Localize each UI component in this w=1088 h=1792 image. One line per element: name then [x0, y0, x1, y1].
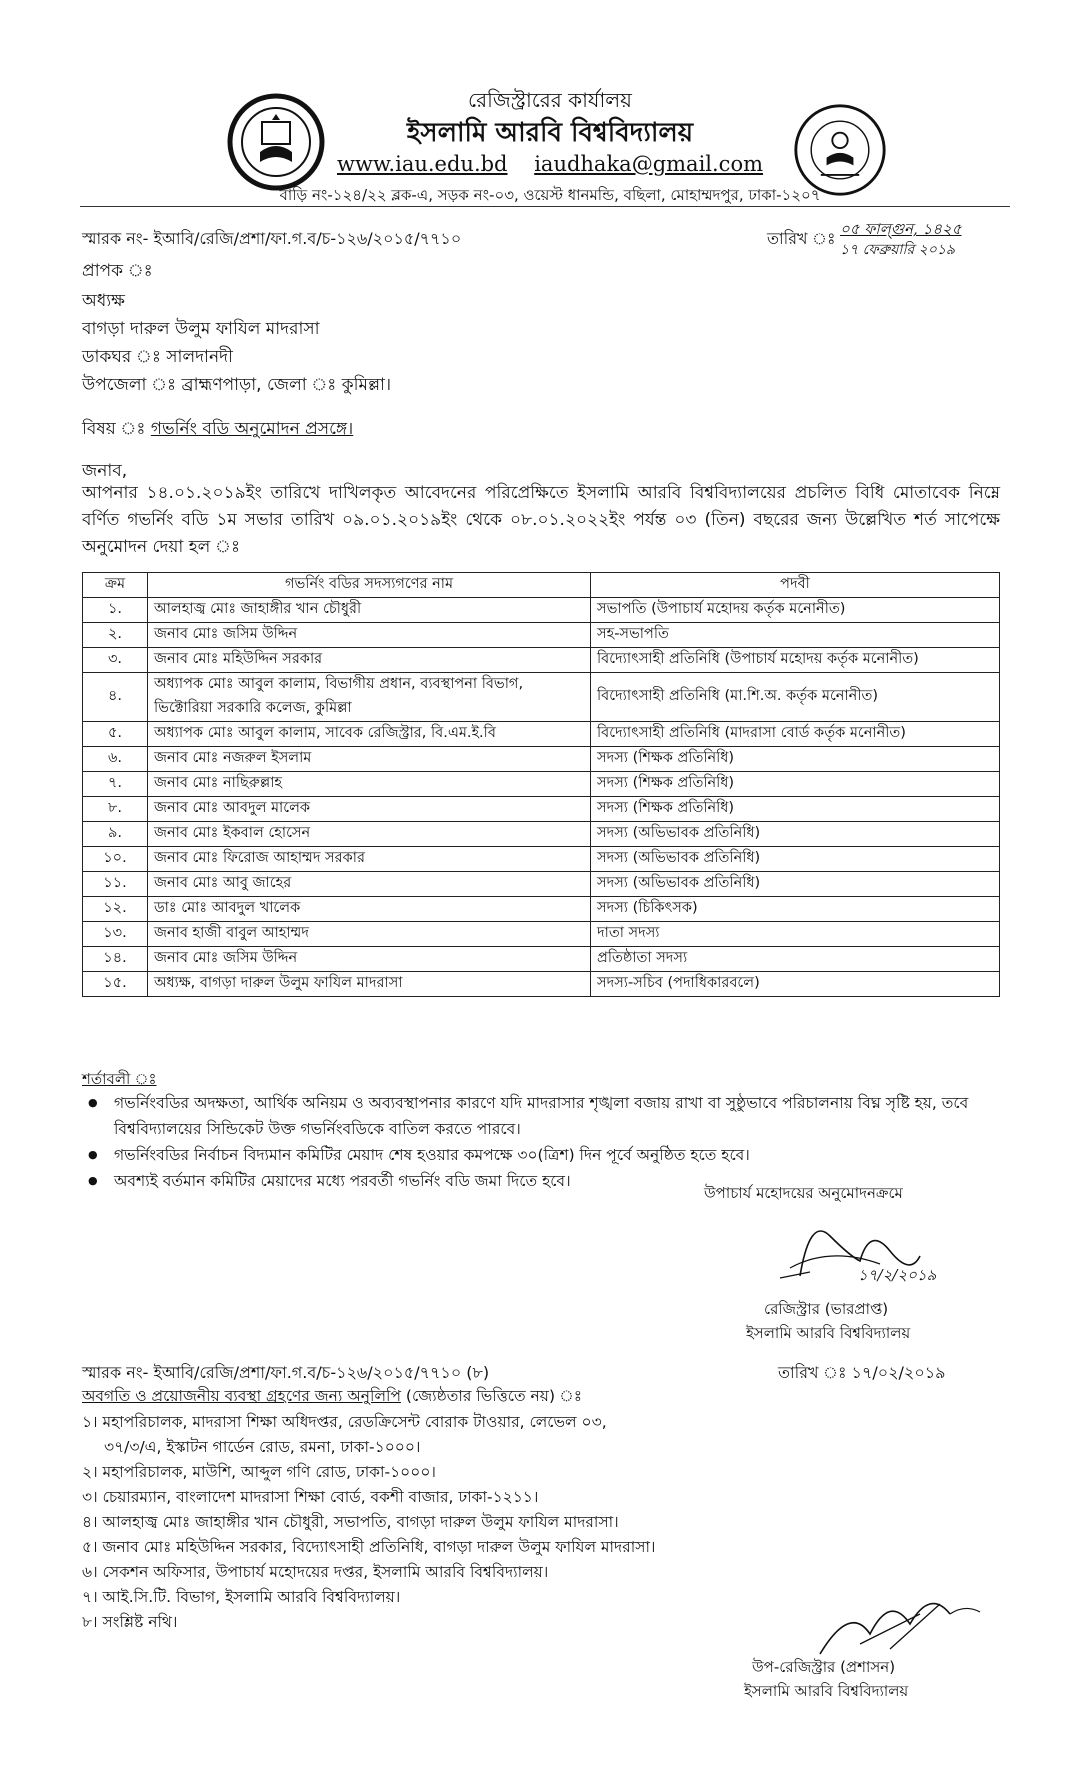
table-row	[83, 972, 1000, 997]
member-name-cell: অধ্যাপক মোঃ আবুল কালাম, সাবেক রেজিস্ট্রার, বি.এম.ই.বি	[148, 722, 591, 747]
designation-cell: সহ-সভাপতি	[591, 623, 1000, 648]
table-row	[83, 922, 1000, 947]
serial-cell: ৯.	[83, 822, 148, 847]
registrar-designation: রেজিস্ট্রার (ভারপ্রাপ্ত)	[764, 1300, 889, 1318]
cc-item: ৪। আলহাজ্ব মোঃ জাহাঙ্গীর খান চৌধুরী, সভাপতি, বাগড়া দারুল উলুম ফাযিল মাদরাসা।	[82, 1513, 619, 1531]
email-link[interactable]: iaudhaka@gmail.com	[534, 152, 763, 176]
serial-cell: ১.	[83, 598, 148, 623]
designation-cell: বিদ্যোৎসাহী প্রতিনিধি (মা.শি.অ. কর্তৃক মনোনীত)	[591, 673, 1000, 722]
condition-item: ● গভর্নিংবডির অদক্ষতা, আর্থিক অনিয়ম ও অব্যবস্থাপনার কারণে যদি মাদরাসার শৃঙ্খলা বজায় রাখা বা সুষ্ঠুভাবে পরিচালনায় বিঘ্ন সৃষ্টি হয়, তবে বিশ্ববিদ্যালয়ের সিন্ডিকেট উক্ত গভর্নিংবডিকে বাতিল করতে পারবে।	[102, 1090, 1020, 1142]
deputy-registrar-designation: উপ-রেজিস্ট্রার (প্রশাসন)	[752, 1658, 896, 1676]
recipient-label: প্রাপক ঃ	[82, 261, 153, 281]
governing-body-table	[82, 572, 1000, 997]
registrar-university: ইসলামি আরবি বিশ্ববিদ্যালয়	[746, 1324, 911, 1342]
serial-cell: ১৫.	[83, 972, 148, 997]
serial-cell: ৪.	[83, 673, 148, 722]
table-row	[83, 847, 1000, 872]
designation-cell: সভাপতি (উপাচার্য মহোদয় কর্তৃক মনোনীত)	[591, 598, 1000, 623]
member-name-cell: অধ্যাপক মোঃ আবুল কালাম, বিভাগীয় প্রধান, ব্যবস্থাপনা বিভাগ, ভিক্টোরিয়া সরকারি কলেজ, কুমিল্লা	[148, 673, 591, 722]
designation-cell: প্রতিষ্ঠাতা সদস্য	[591, 947, 1000, 972]
table-row	[83, 897, 1000, 922]
handwritten-date-english: ১৭ ফেব্রুয়ারি ২০১৯	[840, 242, 956, 258]
condition-item: ● অবশ্যই বর্তমান কমিটির মেয়াদের মধ্যে পরবর্তী গভর্নিং বডি জমা দিতে হবে।	[102, 1168, 1020, 1194]
table-row	[83, 947, 1000, 972]
col-header-serial: ক্রম	[83, 573, 148, 598]
table-row	[83, 623, 1000, 648]
serial-cell: ১১.	[83, 872, 148, 897]
designation-cell: সদস্য-সচিব (পদাধিকারবলে)	[591, 972, 1000, 997]
designation-cell: সদস্য (শিক্ষক প্রতিনিধি)	[591, 747, 1000, 772]
designation-cell: সদস্য (অভিভাবক প্রতিনিধি)	[591, 872, 1000, 897]
cc-item: ৬। সেকশন অফিসার, উপাচার্য মহোদয়ের দপ্তর, ইসলামি আরবি বিশ্ববিদ্যালয়।	[82, 1563, 549, 1581]
member-name-cell: জনাব মোঃ আবু জাহের	[148, 872, 591, 897]
designation-cell: বিদ্যোৎসাহী প্রতিনিধি (মাদরাসা বোর্ড কর্তৃক মনোনীত)	[591, 722, 1000, 747]
registrar-signature	[770, 1206, 970, 1296]
serial-cell: ৮.	[83, 797, 148, 822]
serial-cell: ১৪.	[83, 947, 148, 972]
cc-item: ৭। আই.সি.টি. বিভাগ, ইসলামি আরবি বিশ্ববিদ্যালয়।	[82, 1588, 401, 1606]
designation-cell: দাতা সদস্য	[591, 922, 1000, 947]
designation-cell: সদস্য (শিক্ষক প্রতিনিধি)	[591, 797, 1000, 822]
member-name-cell: জনাব মোঃ ইকবাল হোসেন	[148, 822, 591, 847]
website-link[interactable]: www.iau.edu.bd	[337, 152, 508, 176]
member-name-cell: জনাব মোঃ ফিরোজ আহাম্মদ সরকার	[148, 847, 591, 872]
table-row	[83, 722, 1000, 747]
contact-line	[300, 152, 800, 176]
memo2-date: তারিখ ঃ ১৭/০২/২০১৯	[778, 1363, 946, 1382]
approval-note: উপাচার্য মহোদয়ের অনুমোদনক্রমে	[704, 1184, 903, 1202]
recipient-title: অধ্যক্ষ	[82, 291, 125, 311]
table-row	[83, 598, 1000, 623]
member-name-cell: জনাব মোঃ নাছিরুল্লাহ	[148, 772, 591, 797]
subject-text: গভর্নিং বডি অনুমোদন প্রসঙ্গে।	[150, 419, 354, 439]
deputy-registrar-university: ইসলামি আরবি বিশ্ববিদ্যালয়	[744, 1682, 909, 1700]
office-name: রেজিস্ট্রারের কার্যালয়	[468, 88, 632, 112]
university-name: ইসলামি আরবি বিশ্ববিদ্যালয়	[406, 118, 694, 148]
member-name-cell: অধ্যক্ষ, বাগড়া দারুল উলুম ফাযিল মাদরাসা	[148, 972, 591, 997]
cc-item: ২। মহাপরিচালক, মাউশি, আব্দুল গণি রোড, ঢাকা-১০০০।	[82, 1463, 436, 1481]
col-header-designation: পদবী	[591, 573, 1000, 598]
cc-item: ৮। সংশ্লিষ্ট নথি।	[82, 1613, 178, 1631]
table-body	[83, 598, 1000, 997]
table-row	[83, 648, 1000, 673]
recipient-institution: বাগড়া দারুল উলুম ফাযিল মাদরাসা	[82, 319, 320, 339]
serial-cell: ২.	[83, 623, 148, 648]
signature-date: ১৭/২/২০১৯	[858, 1266, 937, 1284]
cc-heading-text: অবগতি ও প্রয়োজনীয় ব্যবস্থা গ্রহণের জন্য অনুলিপি	[82, 1387, 401, 1405]
designation-cell: বিদ্যোৎসাহী প্রতিনিধি (উপাচার্য মহোদয় কর্তৃক মনোনীত)	[591, 648, 1000, 673]
memo-reference: স্মারক নং- ইআবি/রেজি/প্রশা/ফা.গ.ব/চ-১২৬/২০১৫/৭৭১০	[82, 229, 462, 248]
member-name-cell: জনাব মোঃ নজরুল ইসলাম	[148, 747, 591, 772]
designation-cell: সদস্য (অভিভাবক প্রতিনিধি)	[591, 847, 1000, 872]
serial-cell: ৫.	[83, 722, 148, 747]
table-row	[83, 673, 1000, 722]
cc-heading	[82, 1384, 582, 1410]
conditions-heading: শর্তাবলী ঃ	[82, 1070, 157, 1088]
table-row	[83, 872, 1000, 897]
table-row	[83, 797, 1000, 822]
cc-item: ৫। জনাব মোঃ মহিউদ্দিন সরকার, বিদ্যোৎসাহী প্রতিনিধি, বাগড়া দারুল উলুম ফাযিল মাদরাসা।	[82, 1538, 656, 1556]
cc-item: ১। মহাপরিচালক, মাদরাসা শিক্ষা অধিদপ্তর, রেডক্রিসেন্ট বোরাক টাওয়ার, লেভেল ০৩,	[82, 1413, 607, 1431]
serial-cell: ৩.	[83, 648, 148, 673]
condition-item: ● গভর্নিংবডির নির্বাচন বিদ্যমান কমিটির মেয়াদ শেষ হওয়ার কমপক্ষে ৩০(ত্রিশ) দিন পূর্বে অনুষ্ঠিত হতে হবে।	[102, 1142, 1020, 1168]
recipient-post: ডাকঘর ঃ সালদানদী	[82, 347, 233, 367]
serial-cell: ৭.	[83, 772, 148, 797]
serial-cell: ১৩.	[83, 922, 148, 947]
cc-heading-note: (জ্যেষ্ঠতার ভিত্তিতে নয়) ঃ	[400, 1387, 583, 1405]
subject-label: বিষয় ঃ	[82, 419, 146, 439]
memo2-reference: স্মারক নং- ইআবি/রেজি/প্রশা/ফা.গ.ব/চ-১২৬/২০১৫/৭৭১০ (৮)	[82, 1363, 490, 1382]
table-header-row	[83, 573, 1000, 598]
member-name-cell: ডাঃ মোঃ আবদুল খালেক	[148, 897, 591, 922]
member-name-cell: জনাব মোঃ মহিউদ্দিন সরকার	[148, 648, 591, 673]
handwritten-date-bangla: ০৫ ফাল্গুন, ১৪২৫	[840, 220, 962, 238]
table-row	[83, 822, 1000, 847]
designation-cell: সদস্য (চিকিৎসক)	[591, 897, 1000, 922]
serial-cell: ১০.	[83, 847, 148, 872]
col-header-name: গভর্নিং বডির সদস্যগণের নাম	[148, 573, 591, 598]
member-name-cell: আলহাজ্ব মোঃ জাহাঙ্গীর খান চৌধুরী	[148, 598, 591, 623]
address-line: বাড়ি নং-১২৪/২২ ব্লক-এ, সড়ক নং-০৩, ওয়েস্ট ধানমন্ডি, বছিলা, মোহাম্মদপুর, ঢাকা-১২০৭	[279, 186, 821, 204]
body-paragraph: আপনার ১৪.০১.২০১৯ইং তারিখে দাখিলকৃত আবেদনের পরিপ্রেক্ষিতে ইসলামি আরবি বিশ্ববিদ্যালয়ের প্রচলিত বিধি মোতাবেক নিম্নে বর্ণিত গভর্নিং বডি ১ম সভার তারিখ ০৯.০১.২০১৯ইং থেকে ০৮.০১.২০২২ইং পর্যন্ত ০৩ (তিন) বছরের জন্য উল্লেখিত শর্ত সাপেক্ষে অনুমোদন দেয়া হল ঃ	[82, 483, 1000, 557]
cc-item: ৩। চেয়ারম্যান, বাংলাদেশ মাদরাসা শিক্ষা বোর্ড, বকশী বাজার, ঢাকা-১২১১।	[82, 1488, 539, 1506]
header-divider	[80, 206, 1010, 207]
member-name-cell: জনাব মোঃ আবদুল মালেক	[148, 797, 591, 822]
salutation: জনাব,	[82, 461, 128, 481]
serial-cell: ১২.	[83, 897, 148, 922]
designation-cell: সদস্য (অভিভাবক প্রতিনিধি)	[591, 822, 1000, 847]
deputy-registrar-signature	[800, 1584, 1010, 1664]
table-row	[83, 747, 1000, 772]
table-row	[83, 772, 1000, 797]
subject-line	[82, 416, 353, 444]
member-name-cell: জনাব মোঃ জসিম উদ্দিন	[148, 623, 591, 648]
designation-cell: সদস্য (শিক্ষক প্রতিনিধি)	[591, 772, 1000, 797]
recipient-upazila: উপজেলা ঃ ব্রাহ্মণপাড়া, জেলা ঃ কুমিল্লা।	[82, 375, 392, 395]
date-label: তারিখ ঃ	[767, 229, 836, 248]
member-name-cell: জনাব হাজী বাবুল আহাম্মদ	[148, 922, 591, 947]
serial-cell: ৬.	[83, 747, 148, 772]
conditions-list	[82, 1090, 1020, 1194]
member-name-cell: জনাব মোঃ জসিম উদ্দিন	[148, 947, 591, 972]
cc-item: ৩৭/৩/এ, ইস্কাটন গার্ডেন রোড, রমনা, ঢাকা-১০০০।	[104, 1438, 421, 1456]
